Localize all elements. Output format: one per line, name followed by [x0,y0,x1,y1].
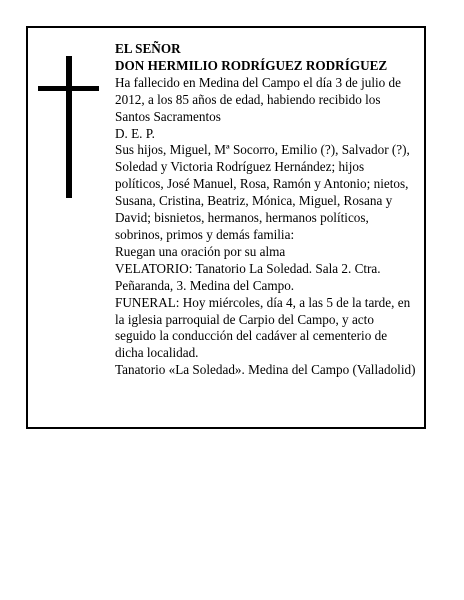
family-line: David; bisnietos, hermanos, hermanos políticos, [115,210,369,226]
family-line: Susana, Cristina, Beatriz, Mónica, Miguel, Rosana y [115,193,393,209]
family-line: sobrinos, primos y demás familia: [115,226,295,242]
funeral-line: FUNERAL: Hoy miércoles, día 4, a las 5 de la tarde, en [115,294,411,310]
heading-title: EL SEÑOR [115,41,181,56]
death-announcement-line: Ha fallecido en Medina del Campo el día 3 de julio de [115,74,402,90]
family-line: Soledad y Victoria Rodríguez Hernández; hijos [115,159,365,175]
funeral-line: dicha localidad. [115,345,199,361]
obituary-text [115,41,427,379]
cross-icon [66,56,72,198]
death-announcement-line: 2012, a los 85 años de edad, habiendo recibido los [115,91,381,107]
funeral-line: la iglesia parroquial de Carpio del Campo, y acto [115,311,374,327]
wake-line: VELATORIO: Tanatorio La Soledad. Sala 2. Ctra. [115,260,381,276]
prayer-line: Ruegan una oración por su alma [115,243,286,259]
family-line: políticos, José Manuel, Rosa, Ramón y Antonio; nietos, [115,176,409,192]
wake-line: Peñaranda, 3. Medina del Campo. [115,277,295,293]
deceased-name: DON HERMILIO RODRÍGUEZ RODRÍGUEZ [115,57,388,73]
obituary-frame [26,26,426,429]
family-line: Sus hijos, Miguel, Mª Socorro, Emilio (?), Salvador (?), [115,142,410,158]
cross-bar [38,86,99,91]
funeral-line: seguido la conducción del cadáver al cementerio de [115,328,388,344]
funeral-home-line: Tanatorio «La Soledad». Medina del Campo (Valladolid) [115,362,416,378]
death-announcement-line: Santos Sacramentos [115,108,221,124]
rip-line: D. E. P. [115,125,155,141]
